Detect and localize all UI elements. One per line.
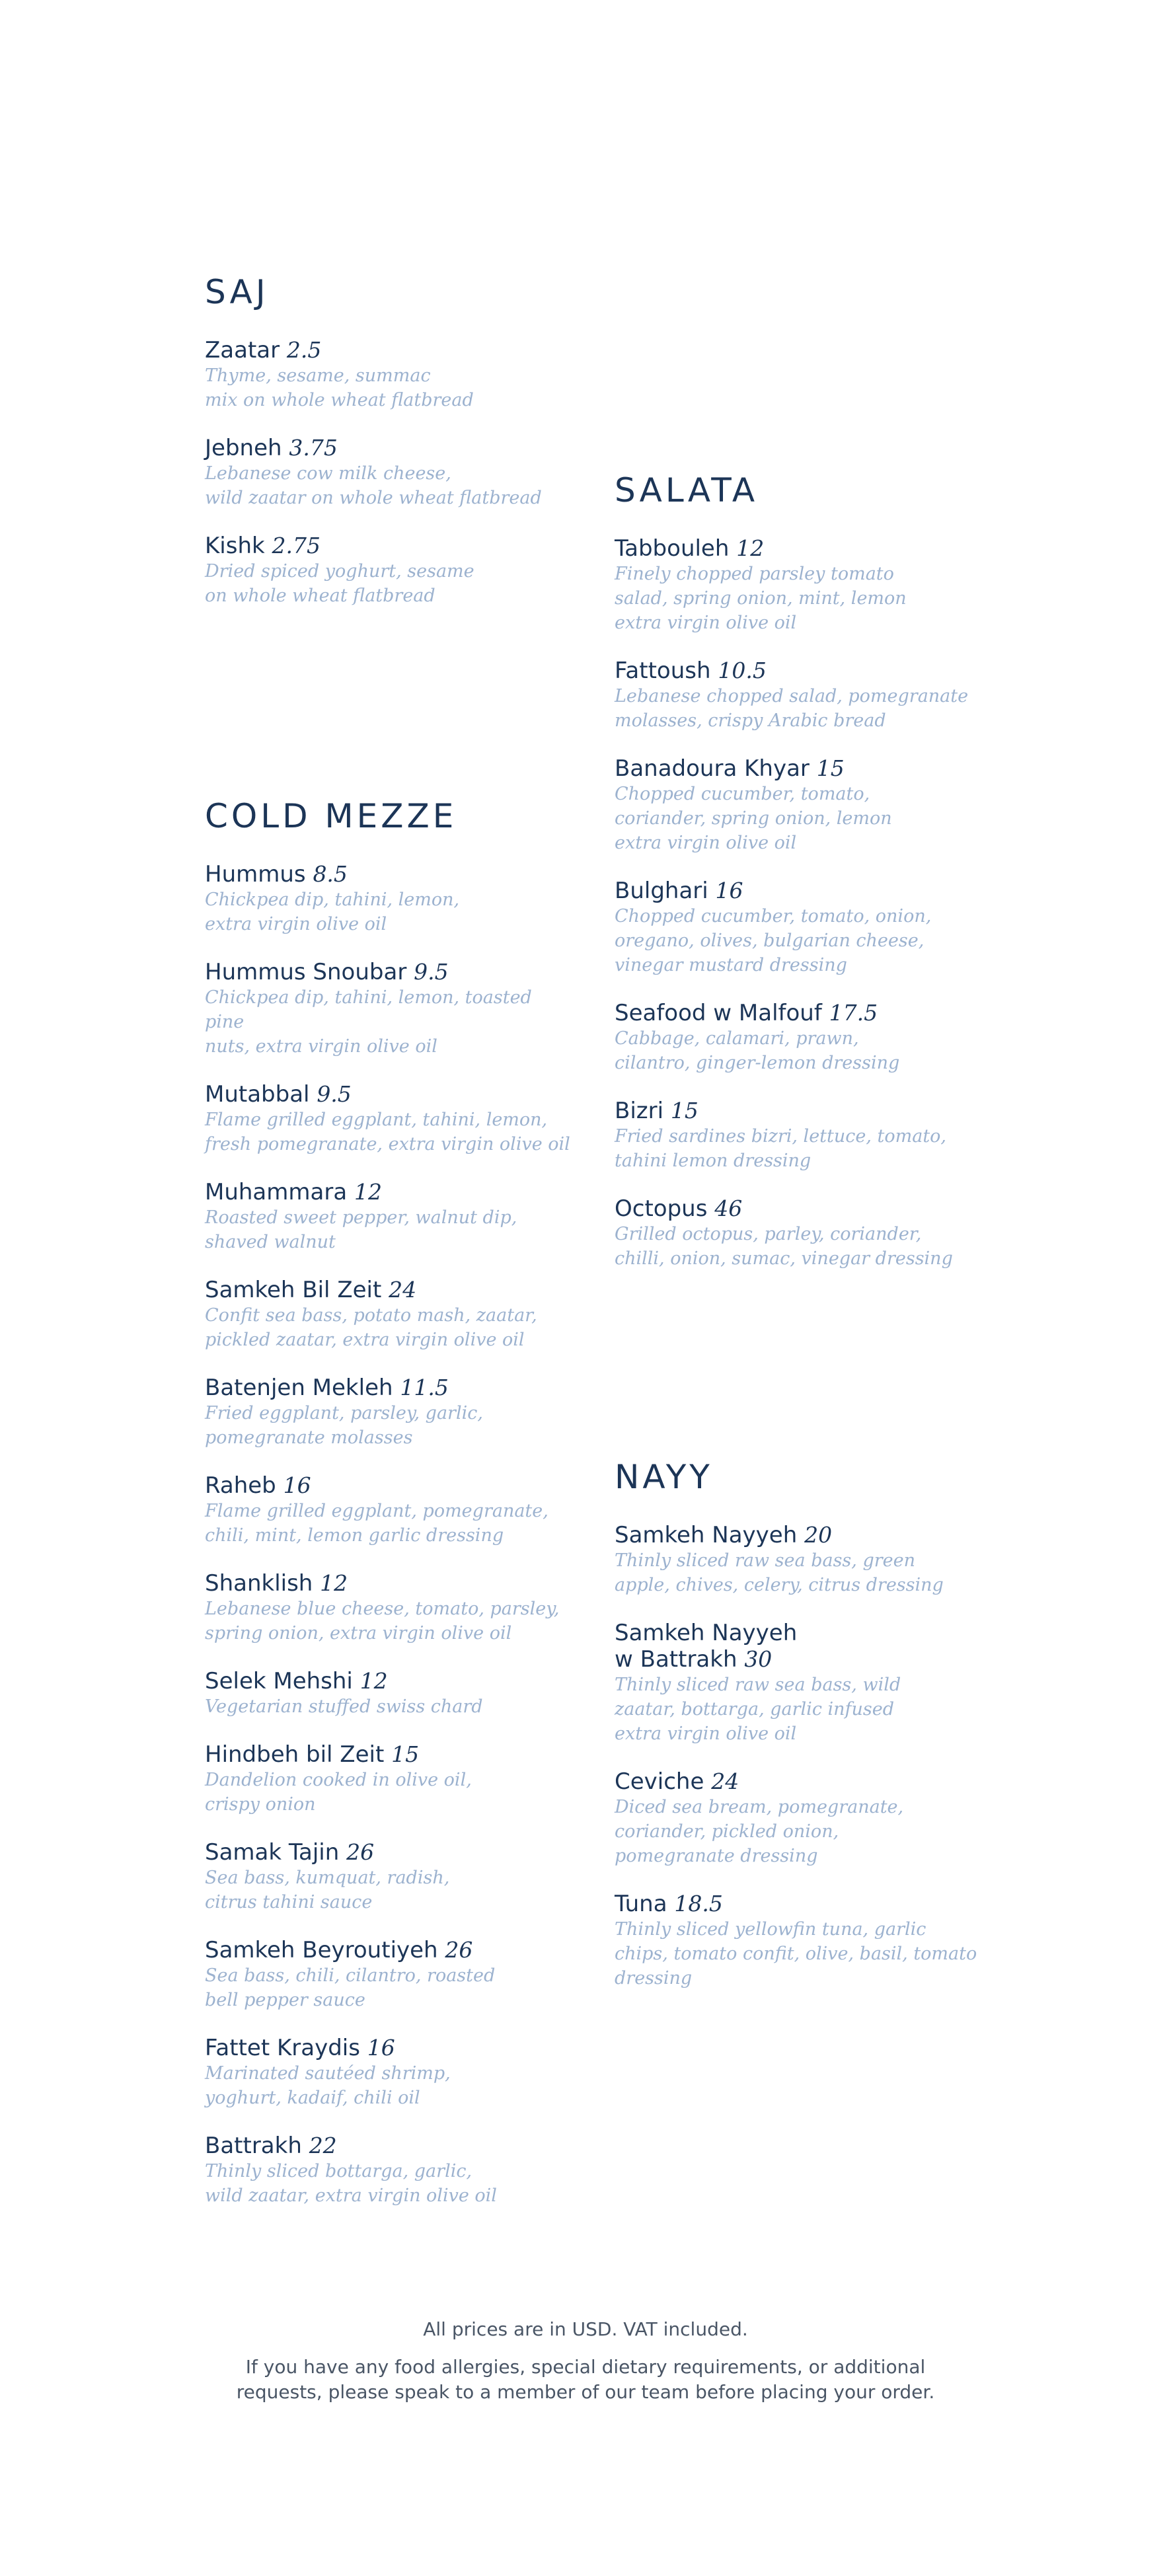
menu-item-name: Samak Tajin xyxy=(205,1839,340,1866)
menu-item xyxy=(205,1375,575,1450)
menu-item-title xyxy=(615,1768,985,1795)
menu-item-description: Thyme, sesame, summac mix on whole wheat flatbread xyxy=(205,365,474,410)
menu-item-price: 16 xyxy=(367,2035,395,2061)
menu-item-description: Sea bass, chili, cilantro, roasted bell pepper sauce xyxy=(205,1965,496,2010)
menu-item xyxy=(205,1839,575,1914)
menu-item-title xyxy=(205,1668,575,1694)
menu-item-name: Hindbeh bil Zeit xyxy=(205,1741,385,1768)
menu-item xyxy=(205,1472,575,1548)
menu-item xyxy=(205,1570,575,1646)
menu-item xyxy=(615,1891,985,1990)
menu-item-price: 26 xyxy=(445,1937,473,1963)
menu-item-description: Thinly sliced raw sea bass, green apple, chives, celery, citrus dressing xyxy=(615,1550,944,1595)
menu-item xyxy=(615,755,985,855)
menu-item-title xyxy=(205,337,575,363)
menu-item-price: 16 xyxy=(283,1472,311,1498)
menu-item-description: Cabbage, calamari, prawn, cilantro, ginger-lemon dressing xyxy=(615,1028,900,1073)
menu-item-price: 15 xyxy=(816,755,845,781)
menu-item-price: 9.5 xyxy=(414,959,449,985)
menu-list-saj xyxy=(205,337,575,608)
menu-item-title xyxy=(615,1620,985,1673)
menu-item-price: 3.75 xyxy=(289,435,338,461)
menu-item xyxy=(205,1277,575,1352)
menu-item-price: 9.5 xyxy=(317,1081,352,1107)
menu-item-title xyxy=(205,959,575,985)
menu-item-name: Fattoush xyxy=(615,658,711,684)
menu-item-name: Battrakh xyxy=(205,2133,302,2159)
menu-item-name: Tabbouleh xyxy=(615,535,730,562)
menu-item-description: Confit sea bass, potato mash, zaatar, pickled zaatar, extra virgin olive oil xyxy=(205,1305,537,1350)
menu-item xyxy=(205,1741,575,1817)
menu-footer xyxy=(0,2316,1171,2405)
menu-item-title xyxy=(615,658,985,684)
section-title-saj: SAJ xyxy=(205,273,269,311)
menu-item-price: 12 xyxy=(736,535,765,561)
menu-item-description: Chickpea dip, tahini, lemon, extra virgin olive oil xyxy=(205,890,460,934)
menu-item-description: Chickpea dip, tahini, lemon, toasted pine nuts, extra virgin olive oil xyxy=(205,987,532,1057)
menu-item xyxy=(205,435,575,510)
menu-item-price: 12 xyxy=(359,1668,388,1694)
menu-item-price: 20 xyxy=(804,1522,833,1548)
menu-item xyxy=(615,1000,985,1075)
menu-item-price: 26 xyxy=(346,1839,375,1865)
menu-item-title xyxy=(615,755,985,782)
menu-item-title xyxy=(205,2035,575,2061)
menu-item-price: 30 xyxy=(744,1646,773,1672)
menu-item-title xyxy=(205,1741,575,1768)
menu-item-description: Chopped cucumber, tomato, coriander, spring onion, lemon extra virgin olive oil xyxy=(615,784,892,853)
menu-item-price: 24 xyxy=(389,1277,417,1303)
menu-item-name: Muhammara xyxy=(205,1179,348,1205)
menu-item-description: Vegetarian stuffed swiss chard xyxy=(205,1696,483,1717)
menu-list-salata xyxy=(615,535,985,1271)
section-title-salata: SALATA xyxy=(615,471,759,510)
menu-item-name: Bulghari xyxy=(615,878,708,904)
menu-item-name: Bizri xyxy=(615,1098,664,1124)
allergy-note: If you have any food allergies, special dietary requirements, or additional requests, please speak to a member of our team before placing your order. xyxy=(236,2356,935,2403)
menu-item-title xyxy=(205,1472,575,1499)
menu-item xyxy=(615,658,985,733)
menu-item-price: 15 xyxy=(391,1741,420,1767)
menu-item xyxy=(205,959,575,1059)
menu-item-name: Hummus xyxy=(205,861,306,888)
menu-item-description: Thinly sliced raw sea bass, wild zaatar, bottarga, garlic infused extra virgin olive oil xyxy=(615,1675,901,1744)
section-title-nayy: NAYY xyxy=(615,1458,713,1496)
menu-item-name: Seafood w Malfouf xyxy=(615,1000,822,1026)
menu-item xyxy=(615,1195,985,1271)
menu-item-title xyxy=(205,435,575,461)
menu-item-title xyxy=(205,1375,575,1401)
menu-item-title xyxy=(615,1000,985,1026)
section-salata xyxy=(615,471,985,1293)
menu-item-description: Sea bass, kumquat, radish, citrus tahini sauce xyxy=(205,1868,450,1913)
menu-item-name: Batenjen Mekleh xyxy=(205,1375,393,1401)
menu-item-description: Grilled octopus, parley, coriander, chilli, onion, sumac, vinegar dressing xyxy=(615,1224,953,1269)
menu-item xyxy=(615,1768,985,1868)
menu-item-name: Banadoura Khyar xyxy=(615,755,810,782)
menu-list-cold-mezze xyxy=(205,861,575,2208)
menu-item-description: Diced sea bream, pomegranate, coriander, pickled onion, pomegranate dressing xyxy=(615,1797,904,1866)
menu-item-price: 10.5 xyxy=(718,658,767,683)
menu-item-description: Finely chopped parsley tomato salad, spring onion, mint, lemon extra virgin olive oil xyxy=(615,564,907,633)
menu-item-name: Samkeh Nayyeh xyxy=(615,1620,798,1646)
menu-item-description: Lebanese cow milk cheese, wild zaatar on whole wheat flatbread xyxy=(205,463,542,508)
menu-item-description: Chopped cucumber, tomato, onion, oregano, olives, bulgarian cheese, vinegar mustard dressing xyxy=(615,906,932,975)
menu-item-description: Fried sardines bizri, lettuce, tomato, tahini lemon dressing xyxy=(615,1126,947,1171)
menu-item-name: Hummus Snoubar xyxy=(205,959,407,985)
menu-item-title xyxy=(205,1839,575,1866)
menu-item xyxy=(205,1937,575,2012)
menu-item-name: Samkeh Nayyeh xyxy=(615,1522,798,1548)
menu-item-name: Selek Mehshi xyxy=(205,1668,353,1694)
menu-item-price: 24 xyxy=(711,1768,739,1794)
menu-item-description: Thinly sliced bottarga, garlic, wild zaatar, extra virgin olive oil xyxy=(205,2161,497,2206)
menu-item xyxy=(205,1179,575,1254)
menu-item xyxy=(615,1098,985,1173)
menu-item-name: w Battrakh xyxy=(615,1646,737,1673)
menu-item-title xyxy=(615,1195,985,1222)
menu-item-description: Fried eggplant, parsley, garlic, pomegranate molasses xyxy=(205,1403,483,1448)
menu-item-description: Dried spiced yoghurt, sesame on whole wheat flatbread xyxy=(205,561,474,606)
menu-item-title xyxy=(615,1098,985,1124)
menu-item-price: 22 xyxy=(309,2133,337,2158)
menu-item-title xyxy=(615,535,985,562)
menu-item-name: Samkeh Bil Zeit xyxy=(205,1277,382,1303)
menu-list-nayy xyxy=(615,1522,985,1990)
menu-item xyxy=(615,535,985,635)
menu-item-name: Mutabbal xyxy=(205,1081,310,1108)
menu-item xyxy=(615,1522,985,1597)
menu-item-price: 16 xyxy=(715,878,743,903)
menu-item-price: 12 xyxy=(320,1570,348,1596)
section-cold-mezze xyxy=(205,796,575,2230)
section-title-cold-mezze: COLD MEZZE xyxy=(205,797,457,835)
menu-item-description: Thinly sliced yellowfin tuna, garlic chips, tomato confit, olive, basil, tomato dressing xyxy=(615,1919,977,1989)
menu-item-description: Flame grilled eggplant, pomegranate, chili, mint, lemon garlic dressing xyxy=(205,1501,548,1546)
menu-item-name: Jebneh xyxy=(205,435,282,461)
menu-item-description: Flame grilled eggplant, tahini, lemon, fresh pomegranate, extra virgin olive oil xyxy=(205,1110,570,1155)
menu-item xyxy=(205,1668,575,1719)
menu-item-price: 2.75 xyxy=(272,533,321,558)
section-saj xyxy=(205,272,575,630)
menu-item-description: Lebanese chopped salad, pomegranate molasses, crispy Arabic bread xyxy=(615,686,969,731)
menu-item-name: Shanklish xyxy=(205,1570,313,1597)
menu-item-name: Ceviche xyxy=(615,1768,704,1795)
menu-item-title xyxy=(205,1081,575,1108)
menu-item-name: Samkeh Beyroutiyeh xyxy=(205,1937,438,1963)
menu-item-description: Lebanese blue cheese, tomato, parsley, spring onion, extra virgin olive oil xyxy=(205,1599,560,1644)
menu-item-price: 2.5 xyxy=(286,337,322,363)
menu-item xyxy=(205,1081,575,1156)
menu-item-price: 11.5 xyxy=(400,1375,449,1400)
menu-item-name: Zaatar xyxy=(205,337,280,363)
menu-item-price: 15 xyxy=(670,1098,699,1123)
menu-item xyxy=(205,337,575,412)
menu-item-title xyxy=(205,861,575,888)
menu-item-title xyxy=(615,1522,985,1548)
menu-item-description: Roasted sweet pepper, walnut dip, shaved walnut xyxy=(205,1207,517,1252)
menu-item-name: Fattet Kraydis xyxy=(205,2035,360,2061)
menu-item xyxy=(205,861,575,936)
menu-item-title xyxy=(205,1570,575,1597)
menu-item-title xyxy=(205,1277,575,1303)
menu-item-price: 46 xyxy=(714,1195,743,1221)
menu-item-price: 8.5 xyxy=(313,861,348,887)
menu-item xyxy=(205,2133,575,2208)
menu-item-title xyxy=(615,878,985,904)
prices-note: All prices are in USD. VAT included. xyxy=(423,2318,748,2340)
menu-item-price: 12 xyxy=(354,1179,382,1205)
section-nayy xyxy=(615,1457,985,2013)
menu-item-price: 18.5 xyxy=(674,1891,723,1916)
menu-item-name: Octopus xyxy=(615,1195,708,1222)
menu-item xyxy=(615,1620,985,1746)
menu-item xyxy=(205,2035,575,2110)
menu-item-name: Raheb xyxy=(205,1472,276,1499)
menu-item-name: Kishk xyxy=(205,533,265,559)
menu-item-title xyxy=(205,1179,575,1205)
menu-item-description: Dandelion cooked in olive oil, crispy onion xyxy=(205,1770,472,1815)
menu-item-title xyxy=(205,2133,575,2159)
menu-item-title xyxy=(205,533,575,559)
menu-item xyxy=(615,878,985,977)
menu-item-price: 17.5 xyxy=(829,1000,878,1026)
menu-item-description: Marinated sautéed shrimp, yoghurt, kadaif, chili oil xyxy=(205,2063,451,2108)
menu-item-name: Tuna xyxy=(615,1891,667,1917)
menu-item xyxy=(205,533,575,608)
menu-item-title xyxy=(205,1937,575,1963)
menu-item-title xyxy=(615,1891,985,1917)
